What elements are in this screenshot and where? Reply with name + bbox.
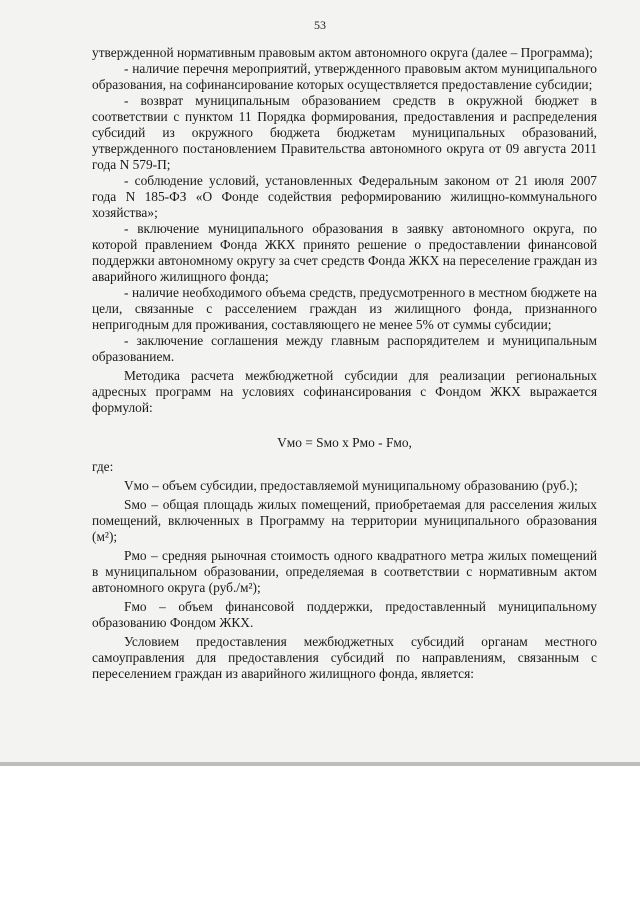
definition-p: Рмо – средняя рыночная стоимость одного квадратного метра жилых помещений в муниципальном образовании, определяемая в соответствии с нормативным актом автономного округа (руб./м²);	[92, 548, 597, 595]
condition-list-of-measures: - наличие перечня мероприятий, утвержденного правовым актом муниципального образования, на софинансирование которых осуществляется предоставление субсидии;	[92, 61, 597, 92]
formula-where-label: где:	[92, 459, 114, 474]
condition-agreement: - заключение соглашения между главным распорядителем и муниципальным образованием.	[92, 333, 597, 364]
subsidy-formula: Vмо = Sмо х Рмо - Fмо,	[277, 435, 412, 450]
condition-application: - включение муниципального образования в заявку автономного округа, по которой правлением Фонда ЖКХ принято решение о предоставлении финансовой поддержки автономному округу за счет средств Фонда ЖКХ на переселение граждан из аварийного жилищного фонда;	[92, 221, 597, 284]
definition-f: Fмо – объем финансовой поддержки, предоставленный муниципальному образованию Фондом ЖКХ.	[92, 599, 597, 630]
document-body	[92, 45, 597, 682]
condition-local-budget: - наличие необходимого объема средств, предусмотренного в местном бюджете на цели, связанные с расселением граждан из жилищного фонда, признанного непригодным для проживания, составляющего не менее 5% от суммы субсидии;	[92, 285, 597, 332]
page-number: 53	[314, 18, 326, 32]
paragraph-program-continuation: утвержденной нормативным правовым актом автономного округа (далее – Программа);	[92, 45, 593, 60]
blank-area-below-scan	[0, 766, 640, 905]
definition-v: Vмо – объем субсидии, предоставляемой муниципальному образованию (руб.);	[124, 478, 578, 493]
paragraph-methodology: Методика расчета межбюджетной субсидии для реализации региональных адресных программ на условиях софинансирования с Фондом ЖКХ выражается формулой:	[92, 368, 597, 415]
condition-federal-law: - соблюдение условий, установленных Федеральным законом от 21 июля 2007 года N 185-ФЗ «О Фонде содействия реформированию жилищно-коммунального хозяйства»;	[92, 173, 597, 220]
condition-refund: - возврат муниципальным образованием средств в окружной бюджет в соответствии с пунктом 11 Порядка формирования, предоставления и распределения субсидий из окружного бюджета бюджетам муниципальных образований, утвержденного постановлением Правительства автономного округа от 09 августа 2011 года N 579-П;	[92, 93, 597, 172]
paragraph-condition-intro: Условием предоставления межбюджетных субсидий органам местного самоуправления для предоставления субсидий по направлениям, связанным с переселением граждан из аварийного жилищного фонда, является:	[92, 634, 597, 681]
definition-s: Sмо – общая площадь жилых помещений, приобретаемая для расселения жилых помещений, включенных в Программу на территории муниципального образования (м²);	[92, 497, 597, 544]
